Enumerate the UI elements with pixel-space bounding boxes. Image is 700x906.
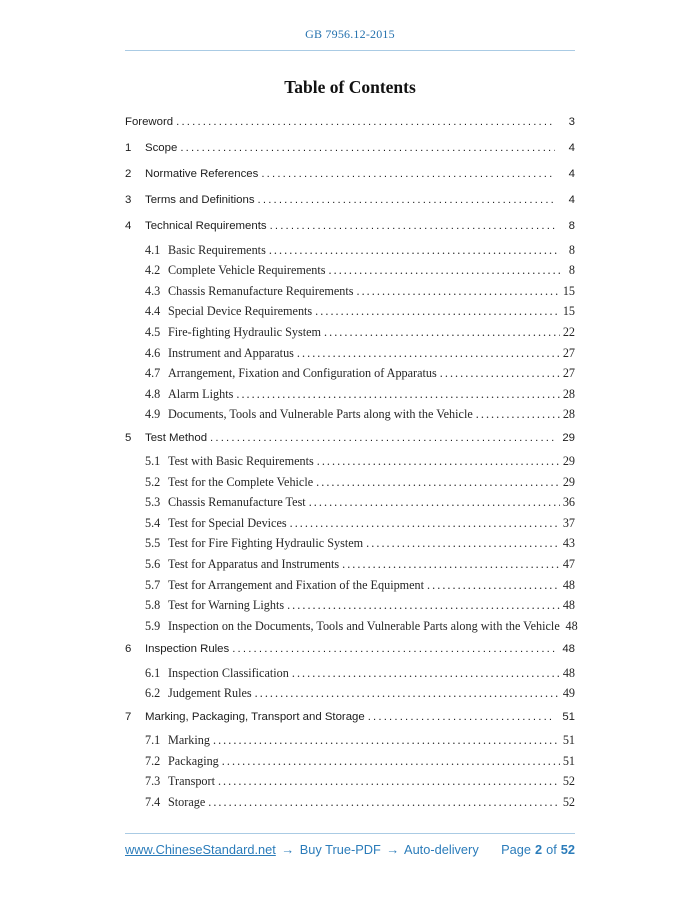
- toc-entry-label: Transport: [168, 774, 215, 789]
- toc-entry-page: 28: [562, 386, 575, 401]
- toc-entry: [145, 536, 575, 551]
- toc-entry-number: 7.4: [145, 794, 161, 809]
- toc-entry-label: Test for the Complete Vehicle: [168, 474, 314, 489]
- toc-entry: [145, 387, 575, 402]
- toc-entry: [145, 686, 575, 701]
- current-page-number: 2: [534, 842, 543, 857]
- toc-entry: [145, 733, 575, 748]
- dot-leader: [317, 454, 560, 469]
- toc-entry-number: 4.8: [145, 386, 161, 401]
- toc-entry: [145, 346, 575, 361]
- toc-entry-label: Test for Warning Lights: [168, 598, 285, 613]
- toc-entry-label: Test for Fire Fighting Hydraulic System: [168, 536, 364, 551]
- toc-entry-number: 4.7: [145, 366, 161, 381]
- dot-leader: [261, 167, 555, 182]
- toc-entry-label: Alarm Lights: [168, 386, 234, 401]
- toc-entry: [125, 141, 575, 156]
- toc-entry-label: Inspection Classification: [168, 665, 289, 680]
- toc-entry-label: Marking: [168, 732, 210, 747]
- dot-leader: [356, 284, 560, 299]
- toc-entry-page: 3: [568, 115, 575, 128]
- page-footer: [125, 833, 575, 857]
- dot-leader: [222, 754, 560, 769]
- toc-entry: [145, 304, 575, 319]
- toc-entry: [145, 495, 575, 510]
- toc-entry-label: Basic Requirements: [168, 242, 266, 257]
- dot-leader: [476, 407, 560, 422]
- toc-entry: [145, 325, 575, 340]
- toc-entry-label: Arrangement, Fixation and Configuration of Apparatus: [168, 366, 437, 381]
- toc-entry-number: 5.6: [145, 557, 161, 572]
- toc-entry-number: 4.3: [145, 283, 161, 298]
- toc-entry-number: 5.2: [145, 474, 161, 489]
- toc-entry-page: 4: [568, 194, 575, 207]
- toc-entry-page: 29: [562, 474, 575, 489]
- dot-leader: [218, 774, 560, 789]
- toc-entry-number: 5.1: [145, 454, 161, 469]
- toc-entry: [145, 366, 575, 381]
- toc-entry: [125, 219, 575, 234]
- dot-leader: [236, 387, 560, 402]
- toc-entry: [145, 795, 575, 810]
- dot-leader: [270, 219, 555, 234]
- dot-leader: [329, 263, 561, 278]
- dot-leader: [269, 243, 560, 258]
- toc-entry-number: 7.1: [145, 732, 161, 747]
- toc-entry-label: Packaging: [168, 753, 219, 768]
- dot-leader: [292, 666, 560, 681]
- dot-leader: [316, 475, 560, 490]
- toc-entry-page: 8: [568, 263, 575, 278]
- toc-entry-label: Chassis Remanufacture Test: [168, 495, 306, 510]
- arrow-right-icon: →: [281, 842, 295, 857]
- toc-entry: [145, 774, 575, 789]
- toc-entry-page: 48: [562, 665, 575, 680]
- toc-entry-page: 4: [568, 167, 575, 180]
- toc-entry: [145, 407, 575, 422]
- document-number: GB 7956.12-2015: [305, 27, 395, 41]
- toc-entry-page: 47: [562, 557, 575, 572]
- toc-entry: [145, 666, 575, 681]
- page-indicator: [501, 842, 575, 857]
- toc-entry-page: 27: [562, 366, 575, 381]
- toc-entry-label: Test with Basic Requirements: [168, 454, 314, 469]
- dot-leader: [232, 642, 555, 657]
- toc-entry-label: Test Method: [145, 431, 208, 444]
- toc-entry-label: Test for Apparatus and Instruments: [168, 557, 340, 572]
- toc-entry: [125, 193, 575, 208]
- toc-entry-label: Fire-fighting Hydraulic System: [168, 324, 321, 339]
- toc-entry-label: Scope: [145, 141, 178, 154]
- toc-entry-number: 1: [125, 141, 132, 154]
- toc-entry: [145, 263, 575, 278]
- dot-leader: [208, 795, 560, 810]
- toc-entry-page: 27: [562, 345, 575, 360]
- dot-leader: [180, 141, 555, 156]
- toc-entry-page: 48: [562, 643, 575, 656]
- toc-entry-number: 2: [125, 167, 132, 180]
- toc-entry-page: 51: [562, 753, 575, 768]
- toc-entry: [145, 618, 578, 634]
- toc-entry-page: 49: [562, 686, 575, 701]
- toc-entry-number: 7: [125, 710, 132, 723]
- toc-entry: [125, 431, 575, 446]
- toc-entry-label: Technical Requirements: [145, 220, 267, 233]
- arrow-right-icon: →: [386, 842, 400, 857]
- toc-entry: [125, 115, 575, 130]
- toc-entry-number: 7.2: [145, 753, 161, 768]
- toc-entry-number: 6: [125, 643, 132, 656]
- toc-entry-number: 4.4: [145, 304, 161, 319]
- toc-entry: [125, 710, 575, 725]
- toc-entry-page: 37: [562, 515, 575, 530]
- dot-leader: [315, 304, 560, 319]
- toc-entry-page: 4: [568, 141, 575, 154]
- toc-entry-label: Terms and Definitions: [145, 194, 255, 207]
- toc-entry-number: 4: [125, 220, 132, 233]
- toc-entry-label: Judgement Rules: [168, 686, 252, 701]
- toc-entry-number: 3: [125, 194, 132, 207]
- toc-entry-page: 29: [562, 431, 575, 444]
- toc-entry-number: 4.6: [145, 345, 161, 360]
- toc-entry: [145, 243, 575, 258]
- toc-entry-number: 5: [125, 431, 132, 444]
- toc-entry-page: 22: [562, 324, 575, 339]
- dot-leader: [210, 431, 555, 446]
- toc-entry: [145, 598, 575, 613]
- total-page-number: 52: [560, 842, 575, 857]
- toc-entry-page: 48: [562, 577, 575, 592]
- toc-entry-number: 4.1: [145, 242, 161, 257]
- toc-entry-number: 4.2: [145, 263, 161, 278]
- toc-entry-label: Test for Arrangement and Fixation of the Equipment: [168, 577, 425, 592]
- toc-entry-page: 29: [562, 454, 575, 469]
- toc-entry-page: 52: [562, 794, 575, 809]
- toc-entry: [125, 167, 575, 182]
- toc-entry-number: 5.7: [145, 577, 161, 592]
- table-of-contents: [125, 109, 578, 813]
- dot-leader: [287, 598, 560, 613]
- dot-leader: [290, 516, 560, 531]
- dot-leader: [297, 346, 560, 361]
- toc-entry-label: Marking, Packaging, Transport and Storage: [145, 710, 365, 723]
- toc-entry-number: 5.9: [145, 618, 161, 633]
- toc-entry-page: 48: [565, 618, 578, 633]
- toc-entry-label: Complete Vehicle Requirements: [168, 263, 326, 278]
- toc-entry-label: Documents, Tools and Vulnerable Parts along with the Vehicle: [168, 407, 473, 422]
- toc-entry: [125, 642, 575, 657]
- dot-leader: [366, 536, 560, 551]
- page-label: Page: [501, 842, 531, 857]
- toc-entry-page: 8: [568, 242, 575, 257]
- toc-entry-number: 5.8: [145, 598, 161, 613]
- dot-leader: [342, 557, 560, 572]
- toc-entry: [145, 454, 575, 469]
- footer-branding: [125, 842, 479, 857]
- toc-entry-number: 5.4: [145, 515, 161, 530]
- toc-entry-page: 15: [562, 283, 575, 298]
- dot-leader: [324, 325, 560, 340]
- toc-entry-label: Special Device Requirements: [168, 304, 313, 319]
- toc-entry-number: 7.3: [145, 774, 161, 789]
- buy-pdf-label: Buy True-PDF: [299, 842, 381, 857]
- auto-delivery-label: Auto-delivery: [404, 842, 479, 857]
- toc-entry-page: 52: [562, 774, 575, 789]
- toc-entry-number: 4.9: [145, 407, 161, 422]
- toc-entry: [145, 284, 575, 299]
- footer-divider: [125, 833, 575, 834]
- toc-entry-number: 5.5: [145, 536, 161, 551]
- toc-entry-label: Storage: [168, 794, 206, 809]
- dot-leader: [440, 366, 560, 381]
- dot-leader: [258, 193, 555, 208]
- toc-entry-page: 28: [562, 407, 575, 422]
- dot-leader: [309, 495, 560, 510]
- toc-entry-page: 43: [562, 536, 575, 551]
- toc-entry-page: 48: [562, 598, 575, 613]
- toc-entry-page: 8: [568, 220, 575, 233]
- toc-entry-number: 6.2: [145, 686, 161, 701]
- toc-entry-label: Inspection on the Documents, Tools and Vulnerable Parts along with the Vehicle: [168, 618, 560, 633]
- toc-entry-number: 4.5: [145, 324, 161, 339]
- toc-entry-label: Foreword: [125, 115, 174, 128]
- toc-entry: [145, 475, 575, 490]
- toc-entry-label: Chassis Remanufacture Requirements: [168, 283, 354, 298]
- dot-leader: [176, 115, 555, 130]
- toc-entry: [145, 557, 575, 572]
- toc-entry-page: 51: [562, 732, 575, 747]
- toc-entry-page: 36: [562, 495, 575, 510]
- page-title: Table of Contents: [284, 77, 416, 97]
- site-link[interactable]: www.ChineseStandard.net: [125, 842, 276, 857]
- toc-entry-number: 5.3: [145, 495, 161, 510]
- toc-entry-label: Normative References: [145, 167, 259, 180]
- toc-entry: [145, 754, 575, 769]
- toc-entry-page: 15: [562, 304, 575, 319]
- of-label: of: [546, 842, 557, 857]
- dot-leader: [213, 733, 560, 748]
- page-header: [125, 0, 575, 51]
- toc-entry-label: Test for Special Devices: [168, 515, 287, 530]
- toc-entry-number: 6.1: [145, 665, 161, 680]
- toc-entry-label: Inspection Rules: [145, 643, 230, 656]
- toc-entry-label: Instrument and Apparatus: [168, 345, 294, 360]
- dot-leader: [368, 710, 555, 725]
- header-divider: [125, 50, 575, 51]
- toc-entry-page: 51: [562, 710, 575, 723]
- dot-leader: [427, 578, 560, 593]
- toc-entry: [145, 578, 575, 593]
- toc-entry: [145, 516, 575, 531]
- dot-leader: [255, 686, 560, 701]
